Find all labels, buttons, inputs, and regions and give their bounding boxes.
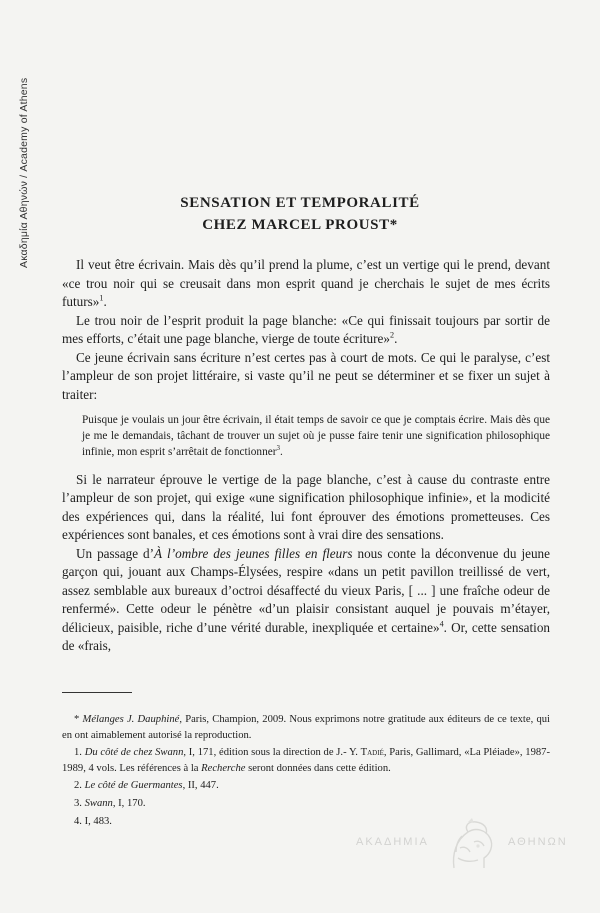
footnote-italic: Swann (84, 797, 113, 809)
footnote-3 (62, 796, 550, 812)
paragraph-5 (62, 545, 550, 656)
paragraph-text: Si le narrateur éprouve le vertige de la page blanche, c’est à cause du contraste entre l’ampleur de son projet, qui exige «une signification philosophique infinie», et la modicité des expériences qui, dans la réalité, lui font éprouver des émotions prometteuses. Ces expériences sont banales, et ces émotions sont à vrai dire des sensations. (62, 471, 550, 543)
footnote-ref: 3 (276, 444, 280, 453)
footnote-italic: Mélanges J. Dauphiné (82, 714, 180, 725)
paragraph-lead: Un passage d’ (76, 545, 155, 561)
footnote-mark: 1. (74, 747, 85, 759)
academy-watermark (352, 818, 572, 874)
watermark-text-right: ΑΘΗΝΩΝ (508, 836, 568, 848)
paragraph-3 (62, 349, 550, 405)
footnote-text: , I, 171, édition sous la direction de J.- Y. (183, 747, 361, 759)
footnote-text: I, 483. (84, 815, 112, 827)
footnote-italic: Recherche (201, 762, 246, 774)
paragraph-text: Le trou noir de l’esprit produit la page blanche: «Ce qui finissait toujours par sortir de mes efforts, c’était une page blanche, vierge de toute écriture» (62, 312, 550, 346)
footnote-ref: 2 (389, 330, 395, 340)
footnote-italic: Du côté de chez Swann (84, 747, 184, 759)
paragraph-2 (62, 312, 550, 349)
footnotes (62, 712, 550, 829)
footnote-text: , I, 170. (112, 797, 146, 809)
footnote-text: , Paris, Gallimard, «La Pléiade», 1987-1989, 4 vols. Les références à la (62, 747, 551, 774)
quote-text: Puisque je voulais un jour être écrivain, il était temps de savoir ce que je comptais écrire. Mais dès que je me le demandais, tâchant de trouver un sujet où je pusse faire tenir une signification philosophique infinie, mon esprit s’arrêtait de fonctionner (82, 414, 550, 459)
paragraph-text: Il veut être écrivain. Mais dès qu’il prend la plume, c’est un vertige qui le prend, devant «ce trou noir qui se creusait dans mon esprit quand je cherchais le sujet de mes écrits futurs» (62, 257, 550, 309)
block-quote (82, 412, 550, 461)
footnote-star (62, 712, 550, 743)
footnote-text: , Paris, Champion, 2009. Nous exprimons notre gratitude aux éditeurs de ce texte, qui en ont aimablement autorisé la reproduction. (62, 714, 550, 741)
archive-sidebar-label: Ακαδημία Αθηνών / Academy of Athens (18, 77, 30, 268)
footnote-mark: 3. (74, 797, 85, 809)
title-line-1: SENSATION ET TEMPORALITÉ (180, 195, 420, 211)
footnote-text: , II, 447. (182, 780, 219, 792)
footnote-mark: 2. (74, 780, 85, 792)
paragraph-text: Ce jeune écrivain sans écriture n’est certes pas à court de mots. Ce qui le paralyse, c’est l’ampleur de son projet littéraire, si vaste qu’il ne peut se déterminer et se fixer un sujet à traiter: (62, 349, 550, 402)
article-body (62, 256, 550, 656)
article-title (0, 192, 600, 236)
title-line-2: CHEZ MARCEL PROUST* (202, 217, 398, 233)
footnote-2 (62, 778, 550, 794)
quote-tail: . (280, 446, 283, 459)
footnote-text: seront données dans cette édition. (245, 762, 391, 774)
footnote-italic: Le côté de Guermantes (84, 780, 183, 792)
footnote-mark: * (74, 714, 83, 725)
footnote-ref: 1 (99, 293, 104, 303)
footnote-1 (62, 745, 550, 776)
footnote-divider (62, 692, 132, 693)
paragraph-4 (62, 471, 550, 545)
quote-paragraph (82, 412, 550, 461)
watermark-text-left: ΑΚΑΔΗΜΙΑ (356, 836, 429, 848)
paragraph-text: nous conte la déconvenue du jeune garçon qui, jouant aux Champs-Élysées, respire «dans un petit pavillon treillissé de vert, assez semblable aux bureaux d’octroi désaffecté du vieux Paris, [ ... ] une fraîche odeur de renfermé». Cette odeur le pénètre «d’un plaisir consistant auquel je pouvais m’étayer, délicieux, paisible, riche d’une vérité durable, inexpliquée et certaine» (62, 545, 550, 635)
paragraph-tail: . (103, 294, 107, 309)
paragraph-tail: . (394, 331, 398, 346)
footnote-ref: 4 (439, 619, 444, 629)
editor-name: Tadié (360, 747, 384, 759)
paragraph-tail: . Or, cette sensation de «frais, (62, 619, 551, 654)
book-title: À l’ombre des jeunes filles en fleurs (154, 545, 353, 561)
athena-head-icon (438, 818, 502, 874)
paragraph-1 (62, 256, 550, 312)
footnote-mark: 4. (74, 815, 85, 827)
